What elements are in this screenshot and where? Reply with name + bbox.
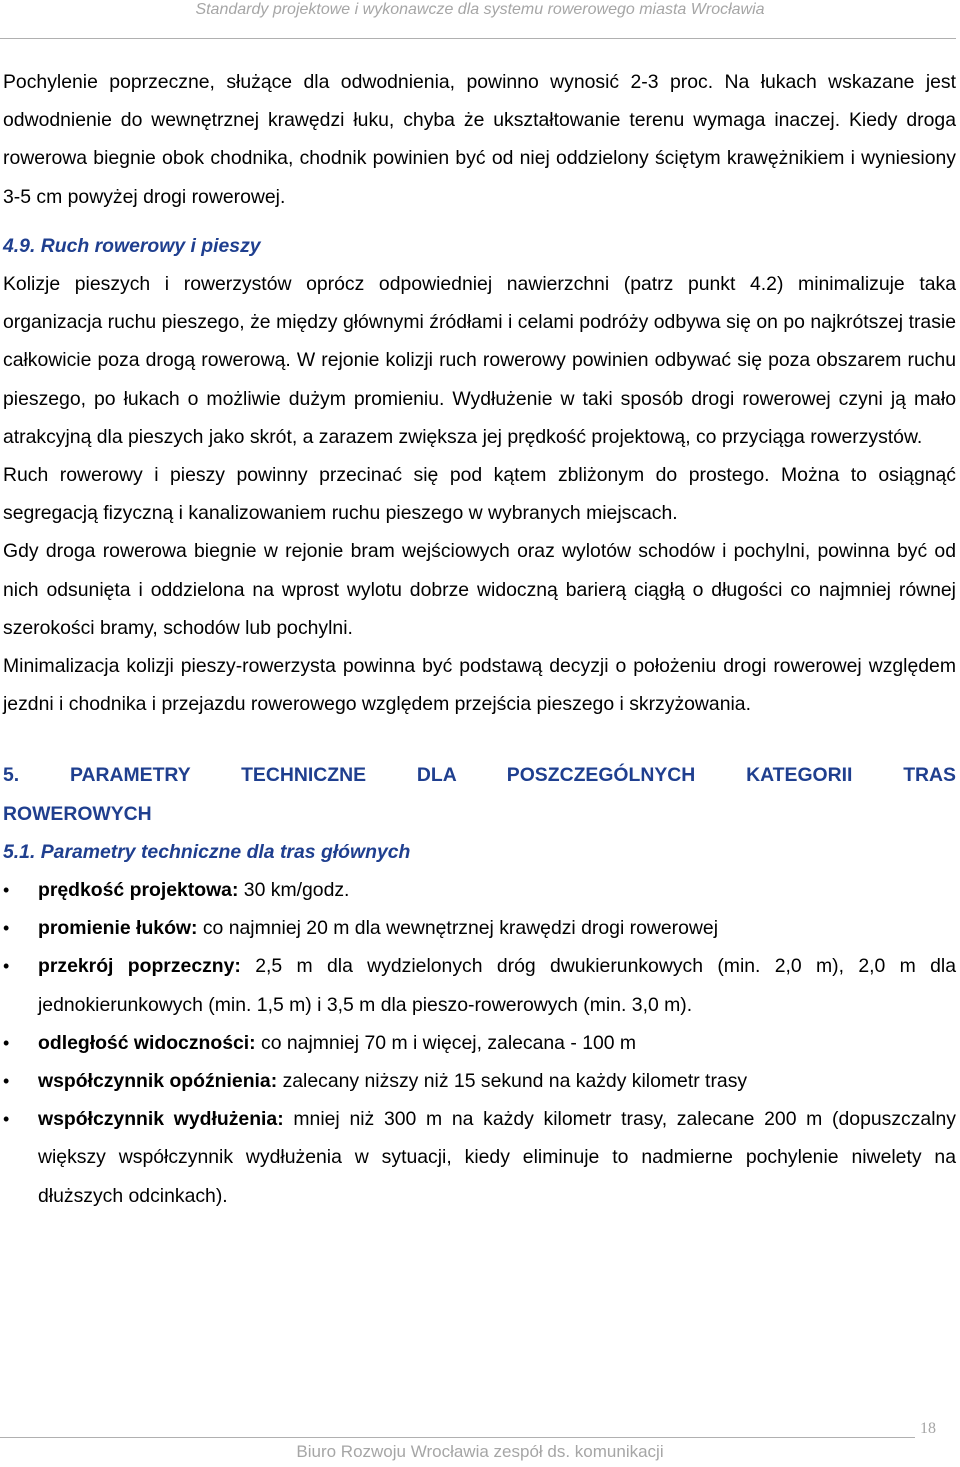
page-footer: Biuro Rozwoju Wrocławia zespół ds. komunikacji <box>296 1442 664 1461</box>
list-item-label: prędkość projektowa: <box>38 879 239 902</box>
paragraph-minimization: Minimalizacja kolizji pieszy-rowerzysta powinna być podstawą decyzji o położeniu drogi rowerowej względem jezdni i chodnika i przejazdu rowerowego względem przejścia pieszego i skrzyżowania. <box>3 655 956 716</box>
section-heading-4-9: 4.9. Ruch rowerowy i pieszy <box>3 234 261 257</box>
page-number: 18 <box>920 1420 936 1437</box>
list-item-label: promienie łuków: <box>38 917 198 940</box>
bullet-icon: • <box>3 1071 10 1092</box>
bullet-icon: • <box>3 918 10 939</box>
list-item <box>3 1062 956 1100</box>
bullet-icon: • <box>3 956 10 977</box>
bullet-icon: • <box>3 1109 10 1130</box>
paragraph-collisions: Kolizje pieszych i rowerzystów oprócz odpowiedniej nawierzchni (patrz punkt 4.2) minimalizuje taka organizacja ruchu pieszego, że między głównymi źródłami i celami podróży odbywa się on po najkrótszej trasie całkowicie poza drogą rowerową. W rejonie kolizji ruch rowerowy powinien odbywać się poza obszarem ruchu pieszego, po łukach o możliwie dużym promieniu. Wydłużenie w taki sposób drogi rowerowej czyni ją mało atrakcyjną dla pieszych jako skrót, a zarazem zwiększa jej prędkość projektową, co przyciąga rowerzystów. <box>3 273 956 448</box>
list-item <box>3 909 956 947</box>
list-item <box>3 1024 956 1062</box>
paragraph-drainage: Pochylenie poprzeczne, służące dla odwodnienia, powinno wynosić 2-3 proc. Na łukach wskazane jest odwodnienie do wewnętrznej krawędzi łuku, chyba że ukształtowanie terenu wymaga inaczej. Kiedy droga rowerowa biegnie obok chodnika, chodnik powinien być od niej oddzielony ściętym krawężnikiem i wyniesiony 3-5 cm powyżej drogi rowerowej. <box>3 71 956 208</box>
parameters-list <box>3 871 956 1215</box>
list-item-label: współczynnik wydłużenia: <box>38 1108 284 1131</box>
list-item <box>3 871 956 909</box>
list-item <box>3 1100 956 1215</box>
header-divider <box>0 38 956 39</box>
subsection-heading-5-1: 5.1. Parametry techniczne dla tras głównych <box>3 840 411 863</box>
list-item-text: co najmniej 70 m i więcej, zalecana - 100 m <box>255 1031 637 1054</box>
document-body <box>3 63 956 1215</box>
list-item-text: 30 km/godz. <box>238 879 350 902</box>
section-heading-5-line2: ROWEROWYCH <box>3 802 152 825</box>
bullet-icon: • <box>3 1032 10 1053</box>
paragraph-crossing-angle: Ruch rowerowy i pieszy powinny przecinać się pod kątem zbliżonym do prostego. Można to osiągnąć segregacją fizyczną i kanalizowaniem ruchu pieszego w wybranych miejscach. <box>3 464 956 525</box>
footer-divider <box>0 1437 915 1438</box>
page-header: Standardy projektowe i wykonawcze dla systemu rowerowego miasta Wrocławia <box>195 1 765 18</box>
list-item <box>3 947 956 1023</box>
paragraph-gates: Gdy droga rowerowa biegnie w rejonie bram wejściowych oraz wylotów schodów i pochylni, powinna być od nich odsunięta i oddzielona na wprost wylotu dobrze widoczną barierą ciągłą o długości co najmniej równej szerokości bramy, schodów lub pochylni. <box>3 540 956 639</box>
section-heading-5-line1: 5. PARAMETRY TECHNICZNE DLA POSZCZEGÓLNYCH KATEGORII TRAS <box>3 764 956 787</box>
list-item-label: współczynnik opóźnienia: <box>38 1070 278 1093</box>
list-item-text: zalecany niższy niż 15 sekund na każdy kilometr trasy <box>277 1070 748 1093</box>
list-item-text: 2,5 m dla wydzielonych dróg dwukierunkowych (min. 2,0 m), 2,0 m dla jednokierunkowych (min. 1,5 m) i 3,5 m dla pieszo-rowerowych (min. 3,0 m). <box>38 955 956 1016</box>
list-item-text: mniej niż 300 m na każdy kilometr trasy, zalecane 200 m (dopuszczalny większy współczynnik wydłużenia w sytuacji, kiedy eliminuje to nadmierne pochylenie niwelety na dłuższych odcinkach). <box>38 1108 956 1207</box>
bullet-icon: • <box>3 880 10 901</box>
list-item-text: co najmniej 20 m dla wewnętrznej krawędzi drogi rowerowej <box>197 917 718 940</box>
list-item-label: przekrój poprzeczny: <box>38 955 241 978</box>
list-item-label: odległość widoczności: <box>38 1031 256 1054</box>
